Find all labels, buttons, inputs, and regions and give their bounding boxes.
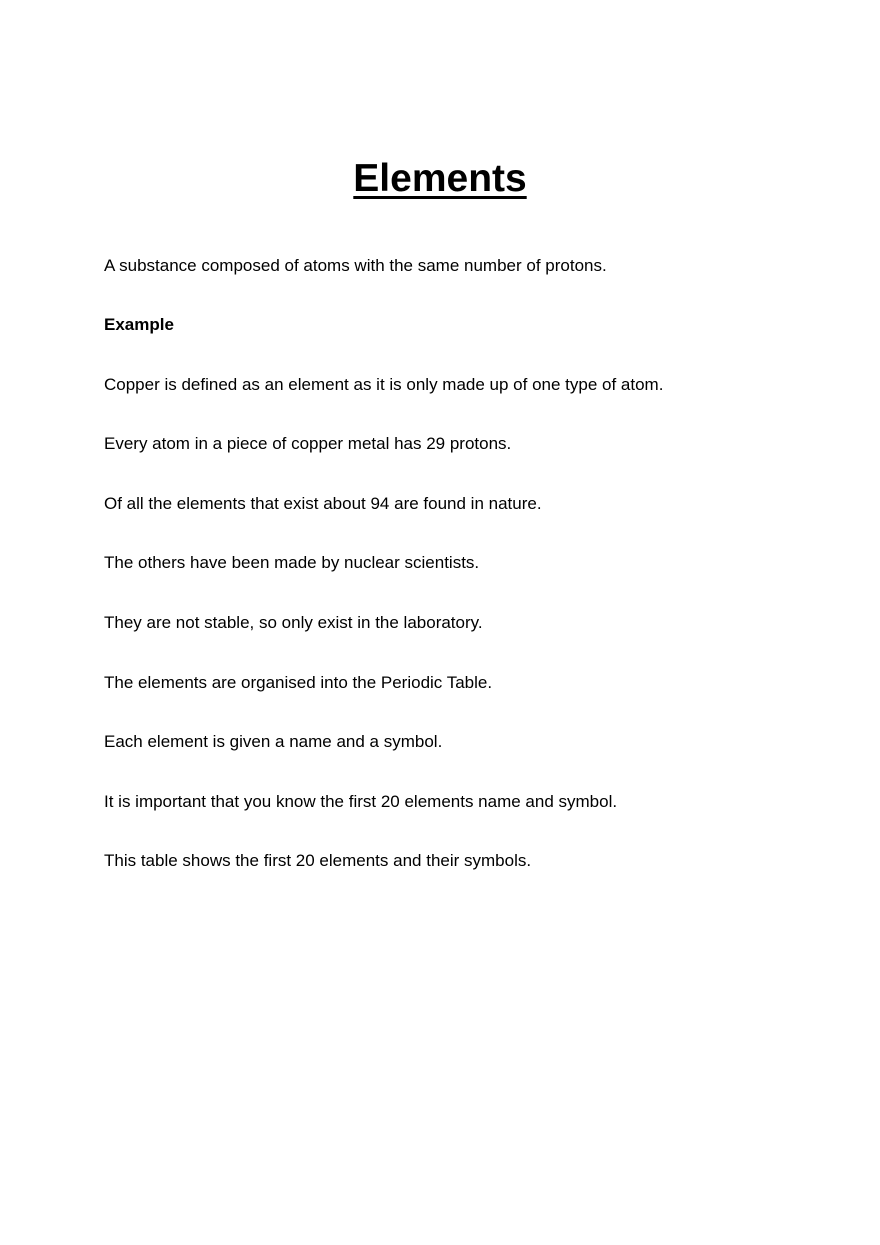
paragraph-line: They are not stable, so only exist in the laboratory. (104, 613, 483, 632)
example-heading: Example (104, 315, 174, 334)
paragraph-line: Every atom in a piece of copper metal has 29 protons. (104, 434, 512, 453)
definition-text: A substance composed of atoms with the same number of protons. (104, 256, 607, 275)
paragraph-line: This table shows the first 20 elements and their symbols. (104, 851, 532, 870)
paragraph-line: Copper is defined as an element as it is only made up of one type of atom. (104, 375, 664, 394)
paragraph-line: The others have been made by nuclear scientists. (104, 553, 480, 572)
paragraph-line: Of all the elements that exist about 94 are found in nature. (104, 494, 542, 513)
page-title: Elements (353, 157, 527, 200)
paragraph-line: It is important that you know the first 20 elements name and symbol. (104, 792, 618, 811)
paragraph-line: Each element is given a name and a symbol. (104, 732, 443, 751)
paragraph-line: The elements are organised into the Periodic Table. (104, 673, 493, 692)
